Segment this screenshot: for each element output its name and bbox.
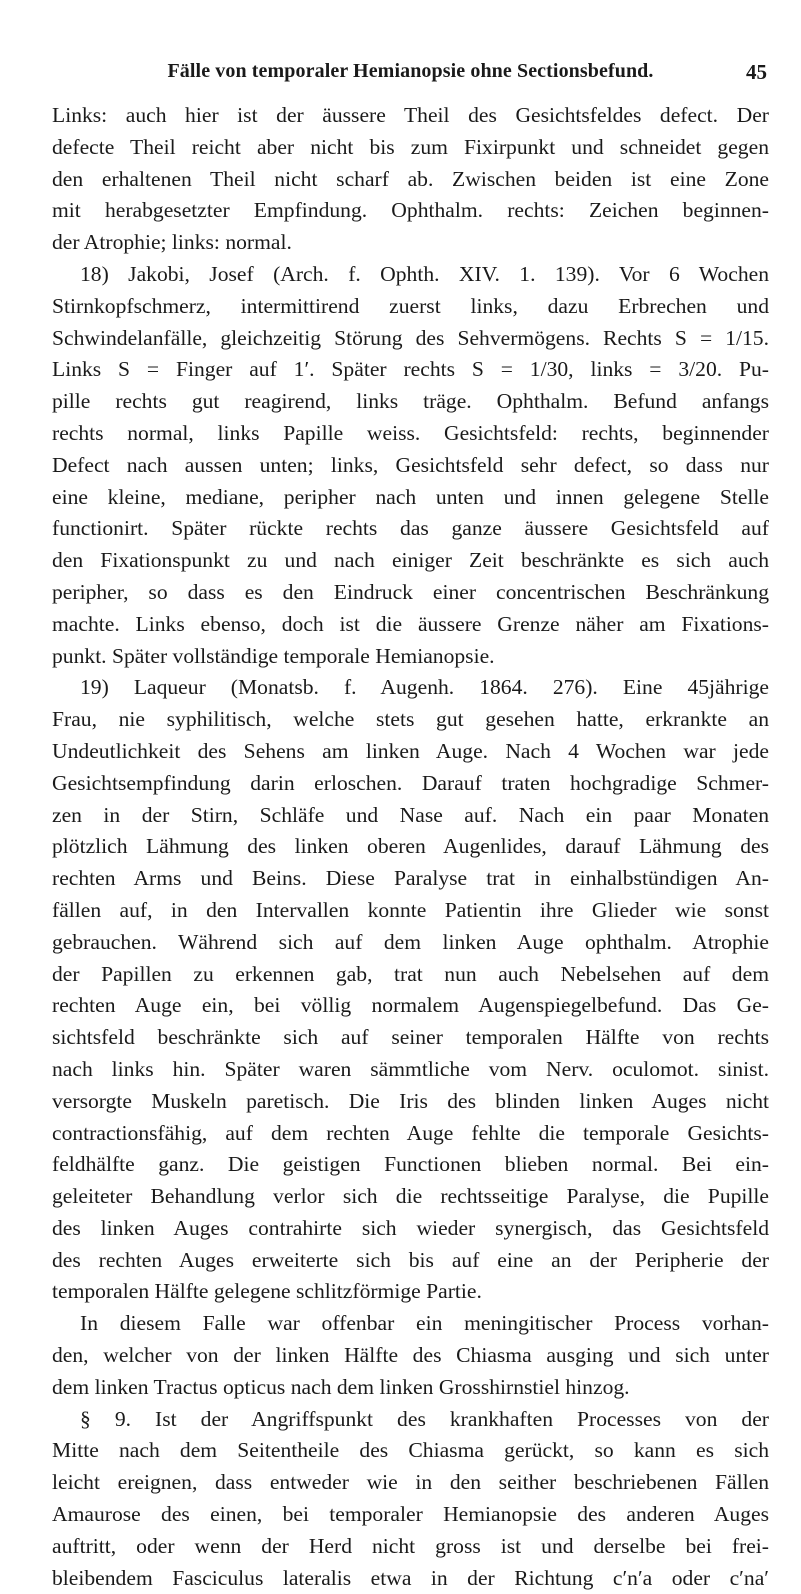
text-line: defecte Theil reicht aber nicht bis zum Fixirpunkt und schneidet gegen bbox=[52, 134, 769, 159]
text-line: eine kleine, mediane, peripher nach unten und innen gelegene Stelle bbox=[52, 484, 769, 509]
text-line: den Fixationspunkt zu und nach einiger Zeit beschränkte es sich auch bbox=[52, 548, 769, 573]
text-line: In diesem Falle war offenbar ein meningitischer Process vorhan- bbox=[80, 1311, 769, 1336]
text-line: peripher, so dass es den Eindruck einer concentrischen Beschränkung bbox=[52, 579, 769, 604]
text-line: rechts normal, links Papille weiss. Gesichtsfeld: rechts, beginnender bbox=[52, 420, 769, 445]
text-line: mit herabgesetzter Empfindung. Ophthalm. rechts: Zeichen beginnen- bbox=[52, 198, 769, 223]
text-line: Schwindelanfälle, gleichzeitig Störung des Sehvermögens. Rechts S = 1/15. bbox=[52, 325, 769, 350]
running-head-title: Fälle von temporaler Hemianopsie ohne Sectionsbefund. bbox=[167, 60, 654, 82]
text-line: bleibendem Fasciculus lateralis etwa in der Richtung c′n′a oder c′na′ bbox=[52, 1565, 769, 1590]
text-line: contractionsfähig, auf dem rechten Auge fehlte die temporale Gesichts- bbox=[52, 1120, 769, 1145]
text-line: fällen auf, in den Intervallen konnte Patientin ihre Glieder wie sonst bbox=[52, 897, 769, 922]
text-line: der Atrophie; links: normal. bbox=[52, 230, 292, 255]
text-line: den erhaltenen Theil nicht scharf ab. Zwischen beiden ist eine Zone bbox=[52, 166, 769, 191]
text-line: auftritt, oder wenn der Herd nicht gross ist und derselbe bei frei- bbox=[52, 1533, 769, 1558]
text-line: machte. Links ebenso, doch ist die äussere Grenze näher am Fixations- bbox=[52, 611, 769, 636]
text-line: rechten Auge ein, bei völlig normalem Augenspiegelbefund. Das Ge- bbox=[52, 993, 769, 1018]
text-line: den, welcher von der linken Hälfte des Chiasma ausging und sich unter bbox=[52, 1343, 769, 1368]
text-line: Gesichtsempfindung darin erloschen. Darauf traten hochgradige Schmer- bbox=[52, 770, 769, 795]
text-line: Defect nach aussen unten; links, Gesichtsfeld sehr defect, so dass nur bbox=[52, 452, 769, 477]
text-line: Frau, nie syphilitisch, welche stets gut gesehen hatte, erkrankte an bbox=[52, 707, 769, 732]
text-line: Links S = Finger auf 1′. Später rechts S = 1/30, links = 3/20. Pu- bbox=[52, 357, 769, 382]
text-line: des linken Auges contrahirte sich wieder synergisch, das Gesichtsfeld bbox=[52, 1215, 769, 1240]
text-line: Undeutlichkeit des Sehens am linken Auge. Nach 4 Wochen war jede bbox=[52, 738, 769, 763]
text-line: gebrauchen. Während sich auf dem linken Auge ophthalm. Atrophie bbox=[52, 929, 769, 954]
text-line: § 9. Ist der Angriffspunkt des krankhaften Processes von der bbox=[80, 1406, 769, 1431]
text-line: pille rechts gut reagirend, links träge. Ophthalm. Befund anfangs bbox=[52, 389, 769, 414]
text-line: 19) Laqueur (Monatsb. f. Augenh. 1864. 276). Eine 45jährige bbox=[80, 675, 769, 700]
text-line: dem linken Tractus opticus nach dem linken Grosshirnstiel hinzog. bbox=[52, 1374, 630, 1399]
text-line: sichtsfeld beschränkte sich auf seiner temporalen Hälfte von rechts bbox=[52, 1025, 769, 1050]
text-line: 18) Jakobi, Josef (Arch. f. Ophth. XIV. 1. 139). Vor 6 Wochen bbox=[80, 261, 769, 286]
text-line: Mitte nach dem Seitentheile des Chiasma gerückt, so kann es sich bbox=[52, 1438, 769, 1463]
text-line: des rechten Auges erweiterte sich bis auf eine an der Peripherie der bbox=[52, 1247, 769, 1272]
text-line: zen in der Stirn, Schläfe und Nase auf. Nach ein paar Monaten bbox=[52, 802, 769, 827]
text-line: punkt. Später vollständige temporale Hemianopsie. bbox=[52, 643, 495, 668]
text-line: functionirt. Später rückte rechts das ganze äussere Gesichtsfeld auf bbox=[52, 516, 769, 541]
running-head bbox=[52, 0, 769, 86]
text-line: rechten Arms und Beins. Diese Paralyse trat in einhalbstündigen An- bbox=[52, 866, 769, 891]
text-line: feldhälfte ganz. Die geistigen Functionen blieben normal. Bei ein- bbox=[52, 1152, 769, 1177]
book-page bbox=[52, 0, 769, 1590]
text-line: temporalen Hälfte gelegene schlitzförmige Partie. bbox=[52, 1279, 482, 1304]
text-line: Stirnkopfschmerz, intermittirend zuerst links, dazu Erbrechen und bbox=[52, 293, 769, 318]
body-text bbox=[52, 100, 769, 1594]
text-line: Amaurose des einen, bei temporaler Hemianopsie des anderen Auges bbox=[52, 1502, 769, 1527]
text-line: geleiteter Behandlung verlor sich die rechtsseitige Paralyse, die Pupille bbox=[52, 1184, 769, 1209]
text-line: plötzlich Lähmung des linken oberen Augenlides, darauf Lähmung des bbox=[52, 834, 769, 859]
text-line: der Papillen zu erkennen gab, trat nun auch Nebelsehen auf dem bbox=[52, 961, 769, 986]
text-line: versorgte Muskeln paretisch. Die Iris des blinden linken Auges nicht bbox=[52, 1088, 769, 1113]
text-line: Links: auch hier ist der äussere Theil des Gesichtsfeldes defect. Der bbox=[52, 103, 769, 127]
page-number: 45 bbox=[746, 60, 767, 84]
text-line: nach links hin. Später waren sämmtliche vom Nerv. oculomot. sinist. bbox=[52, 1056, 769, 1081]
text-line: leicht ereignen, dass entweder wie in den seither beschriebenen Fällen bbox=[52, 1470, 769, 1495]
